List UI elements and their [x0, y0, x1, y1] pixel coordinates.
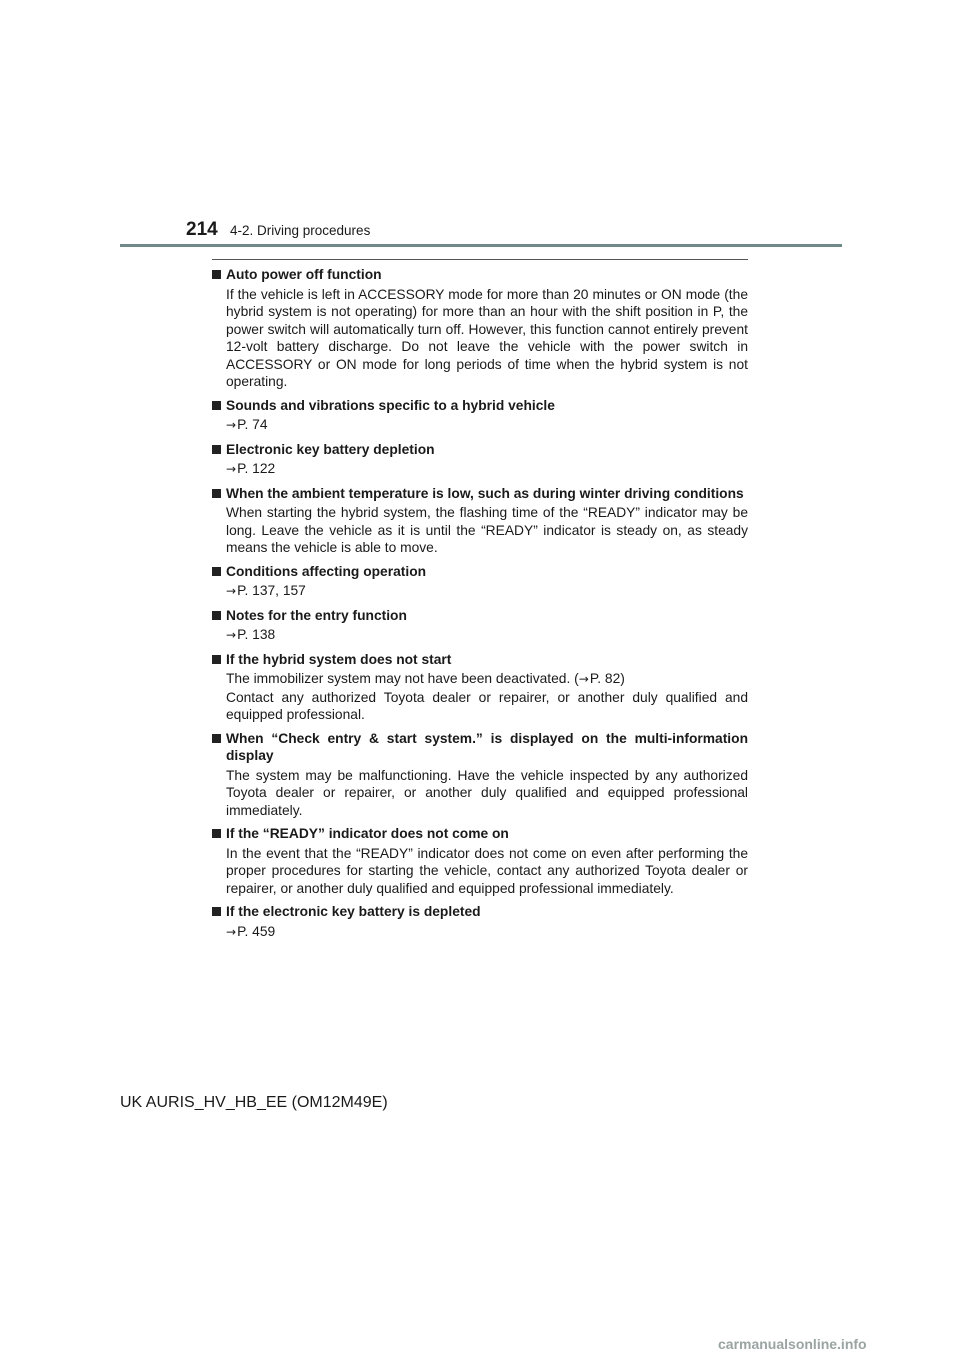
page-reference-link[interactable]: P. 82	[589, 671, 621, 686]
item-check-entry-start	[212, 730, 748, 820]
bullet-square-icon	[212, 567, 221, 576]
header-rule	[120, 244, 842, 247]
item-conditions-operation	[212, 563, 748, 601]
content	[212, 266, 748, 947]
arrow-right-icon: →	[226, 584, 237, 598]
item-body: In the event that the “READY” indicator does not come on even after performing the proper procedures for starting the vehicle, contact any authorized Toyota dealer or repairer, or another duly qualified and equipped professional immediately.	[226, 845, 748, 896]
item-key-battery-depleted	[212, 903, 748, 941]
page-number: 214	[186, 219, 218, 240]
item-sounds-vibrations	[212, 397, 748, 435]
bullet-square-icon	[212, 907, 221, 916]
item-low-temperature	[212, 485, 748, 557]
item-hybrid-not-start	[212, 651, 748, 724]
document-footer: UK AURIS_HV_HB_EE (OM12M49E)	[120, 1094, 388, 1111]
bullet-square-icon	[212, 734, 221, 743]
item-body: If the vehicle is left in ACCESSORY mode for more than 20 minutes or ON mode (the hybrid system is not operating) for more than an hour with the shift position in P, the power switch will automatically turn off. However, this function cannot entirely prevent 12-volt battery discharge. Do not leave the vehicle with the power switch in ACCESSORY or ON mode for long periods of time when the hybrid system is not operating.	[226, 286, 748, 389]
page-reference-link[interactable]: P. 74	[237, 417, 268, 432]
bullet-square-icon	[212, 829, 221, 838]
bullet-square-icon	[212, 489, 221, 498]
section-title: 4-2. Driving procedures	[230, 223, 371, 238]
item-body: When starting the hybrid system, the flashing time of the “READY” indicator may be long. Leave the vehicle as it is until the “READY” indicator is steady on, as steady means the vehicle is able to move.	[226, 505, 748, 555]
page-reference-link[interactable]: P. 122	[237, 461, 276, 476]
arrow-right-icon: →	[226, 462, 237, 476]
item-heading: When “Check entry & start system.” is displayed on the multi-information display	[226, 730, 748, 763]
bullet-square-icon	[212, 270, 221, 279]
item-body: The system may be malfunctioning. Have the vehicle inspected by any authorized Toyota dealer or repairer, or another duly qualified and equipped professional immediately.	[226, 767, 748, 818]
item-heading: If the electronic key battery is depleted	[226, 904, 481, 919]
item-heading: Auto power off function	[226, 267, 382, 282]
arrow-right-icon: →	[226, 418, 237, 432]
item-ready-indicator	[212, 825, 748, 897]
item-body: The immobilizer system may not have been deactivated. (→P. 82) Contact any authorized Toyota dealer or repairer, or another duly qualified and equipped professional.	[226, 671, 748, 722]
bullet-square-icon	[212, 401, 221, 410]
item-heading: Sounds and vibrations specific to a hybrid vehicle	[226, 397, 555, 413]
item-auto-power-off	[212, 266, 748, 391]
arrow-right-icon: →	[226, 628, 237, 642]
bullet-square-icon	[212, 445, 221, 454]
watermark: carmanualsonline.info	[718, 1336, 867, 1352]
content-rule	[212, 259, 748, 260]
item-key-battery-depletion	[212, 441, 748, 479]
arrow-right-icon: →	[226, 924, 237, 939]
item-entry-function	[212, 607, 748, 645]
item-heading: Electronic key battery depletion	[226, 441, 435, 457]
item-heading: Conditions affecting operation	[226, 563, 427, 579]
item-heading: If the hybrid system does not start	[226, 651, 452, 667]
bullet-square-icon	[212, 611, 221, 620]
bullet-square-icon	[212, 655, 221, 664]
page-reference-link[interactable]: P. 137, 157	[237, 583, 306, 598]
page-reference-link[interactable]: P. 459	[237, 923, 276, 939]
item-heading: If the “READY” indicator does not come on	[226, 826, 509, 841]
page-reference-link[interactable]: P. 138	[237, 627, 276, 642]
item-heading: Notes for the entry function	[226, 607, 407, 623]
arrow-right-icon: →	[578, 672, 589, 686]
item-heading: When the ambient temperature is low, such as during winter driving conditions	[226, 485, 744, 501]
